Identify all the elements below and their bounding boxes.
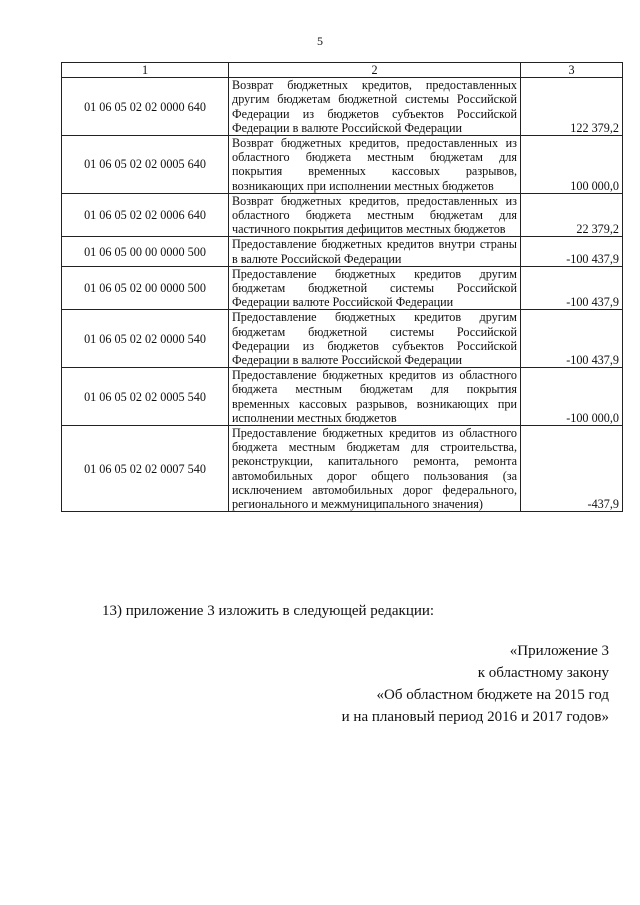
- budget-code: 01 06 05 02 02 0007 540: [62, 426, 229, 512]
- budget-code: 01 06 05 00 00 0000 500: [62, 237, 229, 266]
- row-description: Предоставление бюджетных кредитов другим бюджетам бюджетной системы Российской Федерации валюте Российской Федерации: [229, 266, 521, 310]
- row-amount: 22 379,2: [521, 193, 623, 237]
- appendix-line: «Приложение 3: [509, 643, 609, 659]
- row-description: Возврат бюджетных кредитов, предоставленных из областного бюджета местным бюджетам для частичного покрытия дефицитов местных бюджетов: [229, 193, 521, 237]
- budget-code: 01 06 05 02 00 0000 500: [62, 266, 229, 310]
- budget-code: 01 06 05 02 02 0005 540: [62, 368, 229, 426]
- appendix-line: «Об областном бюджете на 2015 год: [376, 687, 609, 703]
- row-description: Предоставление бюджетных кредитов другим бюджетам бюджетной системы Российской Федерации из бюджетов субъектов Российской Федерации в валюте Российской Федерации: [229, 310, 521, 368]
- row-amount: -100 000,0: [521, 368, 623, 426]
- appendix-line: к областному закону: [477, 665, 609, 681]
- table-row: [62, 193, 623, 237]
- row-description: Предоставление бюджетных кредитов из областного бюджета местным бюджетам для покрытия временных кассовых разрывов, возникающих при исполнении местных бюджетов: [229, 368, 521, 426]
- table-row: [62, 368, 623, 426]
- table-row: [62, 78, 623, 136]
- row-amount: -100 437,9: [521, 310, 623, 368]
- amendment-instruction: 13) приложение 3 изложить в следующей редакции:: [102, 603, 435, 619]
- table-row: [62, 266, 623, 310]
- table-row: [62, 310, 623, 368]
- budget-code: 01 06 05 02 02 0000 540: [62, 310, 229, 368]
- table-header-row: [62, 63, 623, 78]
- row-amount: 122 379,2: [521, 78, 623, 136]
- row-description: Предоставление бюджетных кредитов из областного бюджета местным бюджетам для строительства, реконструкции, капитального ремонта, ремонта автомобильных дорог общего пользования (за исключением автомобильных дорог федерального, регионального и межмуниципального значения): [229, 426, 521, 512]
- row-description: Возврат бюджетных кредитов, предоставленных другим бюджетам бюджетной системы Российской Федерации из бюджетов субъектов Российской Федерации в валюте Российской Федерации: [229, 78, 521, 136]
- row-amount: -100 437,9: [521, 237, 623, 266]
- budget-table: [61, 62, 623, 512]
- table-row: [62, 136, 623, 194]
- row-amount: -100 437,9: [521, 266, 623, 310]
- budget-code: 01 06 05 02 02 0000 640: [62, 78, 229, 136]
- budget-code: 01 06 05 02 02 0005 640: [62, 136, 229, 194]
- row-description: Предоставление бюджетных кредитов внутри страны в валюте Российской Федерации: [229, 237, 521, 266]
- row-amount: -437,9: [521, 426, 623, 512]
- row-amount: 100 000,0: [521, 136, 623, 194]
- page-number: 5: [317, 34, 323, 48]
- table-row: [62, 237, 623, 266]
- column-header-3: 3: [521, 63, 623, 78]
- appendix-heading: [342, 640, 609, 728]
- appendix-line: и на плановый период 2016 и 2017 годов»: [341, 709, 609, 725]
- column-header-1: 1: [62, 63, 229, 78]
- row-description: Возврат бюджетных кредитов, предоставленных из областного бюджета местным бюджетам для покрытия временных кассовых разрывов, возникающих при исполнении местных бюджетов: [229, 136, 521, 194]
- budget-code: 01 06 05 02 02 0006 640: [62, 193, 229, 237]
- table-row: [62, 426, 623, 512]
- column-header-2: 2: [229, 63, 521, 78]
